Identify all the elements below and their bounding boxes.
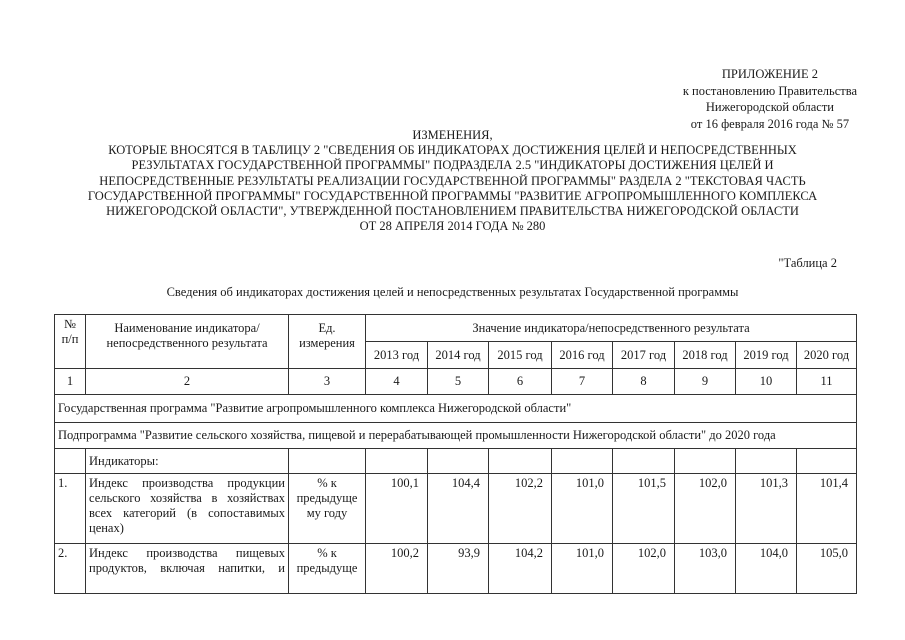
title-line: ОТ 28 АПРЕЛЯ 2014 ГОДА № 280	[359, 219, 546, 234]
row-unit	[289, 544, 366, 594]
row-name-line: сельского хозяйства в хозяйствах	[89, 491, 285, 505]
header-name-line: Наименование индикатора/	[114, 321, 260, 335]
header-unit-line: измерения	[299, 336, 355, 350]
row-unit-line: му году	[306, 506, 348, 520]
title-line: РЕЗУЛЬТАТАХ ГОСУДАРСТВЕННОЙ ПРОГРАММЫ" ПОДРАЗДЕЛА 2.5 "ИНДИКАТОРЫ ДОСТИЖЕНИЯ ЦЕЛЕЙ И	[131, 158, 774, 173]
row-unit-line: предыдуще	[296, 561, 358, 575]
title-line: ИЗМЕНЕНИЯ,	[412, 128, 493, 142]
column-number: 1	[55, 369, 86, 395]
row-value: 102,0	[675, 474, 736, 544]
indicators-label-row	[55, 449, 857, 474]
header-year: 2020 год	[797, 342, 857, 369]
row-name-line: всех категорий (в сопоставимых	[89, 506, 285, 520]
row-value: 101,0	[552, 474, 613, 544]
table-caption: Сведения об индикаторах достижения целей и непосредственных результатах Государственной программы	[166, 285, 739, 299]
appendix-date: от 16 февраля 2016 года № 57	[690, 116, 850, 131]
header-unit	[289, 315, 366, 369]
table-row	[55, 474, 857, 544]
row-value: 104,0	[736, 544, 797, 594]
row-name-line: ценах)	[89, 521, 124, 535]
row-unit-line: % к	[317, 476, 337, 490]
header-year: 2019 год	[736, 342, 797, 369]
column-number: 10	[736, 369, 797, 395]
row-unit	[289, 474, 366, 544]
row-name	[86, 544, 289, 594]
row-value: 104,4	[428, 474, 489, 544]
column-number: 6	[489, 369, 552, 395]
header-num-line: №	[64, 317, 76, 331]
title-line: ГОСУДАРСТВЕННОЙ ПРОГРАММЫ" ГОСУДАРСТВЕННОЙ ПРОГРАММЫ "РАЗВИТИЕ АГРОПРОМЫШЛЕННОГО КОМПЛЕКСА	[87, 188, 818, 203]
row-name	[86, 474, 289, 544]
row-name-line: продуктов, включая напитки, и	[89, 561, 285, 575]
title-line: НИЖЕГОРОДСКОЙ ОБЛАСТИ", УТВЕРЖДЕННОЙ ПОСТАНОВЛЕНИЕМ ПРАВИТЕЛЬСТВА НИЖЕГОРОДСКОЙ ОБЛАСТИ	[106, 204, 799, 219]
title-line: КОТОРЫЕ ВНОСЯТСЯ В ТАБЛИЦУ 2 "СВЕДЕНИЯ ОБ ИНДИКАТОРАХ ДОСТИЖЕНИЯ ЦЕЛЕЙ И НЕПОСРЕДСТВЕННЫХ	[108, 143, 797, 158]
column-number: 7	[552, 369, 613, 395]
row-unit-line: предыдуще	[296, 491, 358, 505]
header-year: 2016 год	[552, 342, 613, 369]
column-number: 4	[366, 369, 428, 395]
row-num: 1.	[55, 474, 86, 544]
program-row: Государственная программа "Развитие агропромышленного комплекса Нижегородской области"	[55, 395, 857, 423]
header-values-title: Значение индикатора/непосредственного результата	[366, 315, 857, 342]
row-value: 103,0	[675, 544, 736, 594]
row-name-line: Индекс производства продукции	[89, 476, 285, 490]
header-year: 2015 год	[489, 342, 552, 369]
row-value: 93,9	[428, 544, 489, 594]
row-unit-line: % к	[317, 546, 337, 560]
row-value: 104,2	[489, 544, 552, 594]
column-number: 8	[613, 369, 675, 395]
appendix-line: к постановлению Правительства	[682, 83, 857, 98]
indicators-table	[54, 314, 857, 594]
title-line: НЕПОСРЕДСТВЕННЫЕ РЕЗУЛЬТАТЫ РЕАЛИЗАЦИИ ГОСУДАРСТВЕННОЙ ПРОГРАММЫ" РАЗДЕЛА 2 "ТЕКСТОВАЯ ЧАСТЬ	[99, 173, 806, 188]
subprogram-row: Подпрограмма "Развитие сельского хозяйства, пищевой и перерабатывающей промышленности Нижегородской области" до 2020 года	[55, 423, 857, 449]
row-value: 100,1	[366, 474, 428, 544]
column-number: 5	[428, 369, 489, 395]
header-name-line: непосредственного результата	[106, 336, 268, 350]
row-value: 102,0	[613, 544, 675, 594]
appendix-line: Нижегородской области	[705, 100, 834, 114]
header-year: 2017 год	[613, 342, 675, 369]
row-value: 101,3	[736, 474, 797, 544]
header-num-line: п/п	[61, 332, 79, 346]
header-num	[55, 315, 86, 369]
header-year: 2018 год	[675, 342, 736, 369]
column-number: 11	[797, 369, 857, 395]
indicators-label: Индикаторы:	[86, 449, 289, 474]
header-year: 2014 год	[428, 342, 489, 369]
document-title	[30, 128, 875, 234]
row-name-line: Индекс производства пищевых	[89, 546, 285, 560]
row-value: 101,4	[797, 474, 857, 544]
row-value: 102,2	[489, 474, 552, 544]
header-year: 2013 год	[366, 342, 428, 369]
column-number: 3	[289, 369, 366, 395]
table-row	[55, 544, 857, 594]
appendix-title: ПРИЛОЖЕНИЕ 2	[721, 67, 818, 81]
header-name	[86, 315, 289, 369]
column-number: 2	[86, 369, 289, 395]
row-value: 101,0	[552, 544, 613, 594]
column-number: 9	[675, 369, 736, 395]
appendix-block	[683, 66, 857, 132]
row-value: 101,5	[613, 474, 675, 544]
row-num: 2.	[55, 544, 86, 594]
row-value: 100,2	[366, 544, 428, 594]
table-reference: "Таблица 2	[778, 256, 837, 270]
header-unit-line: Ед.	[318, 321, 336, 335]
column-numbers-row	[55, 369, 857, 395]
row-value: 105,0	[797, 544, 857, 594]
